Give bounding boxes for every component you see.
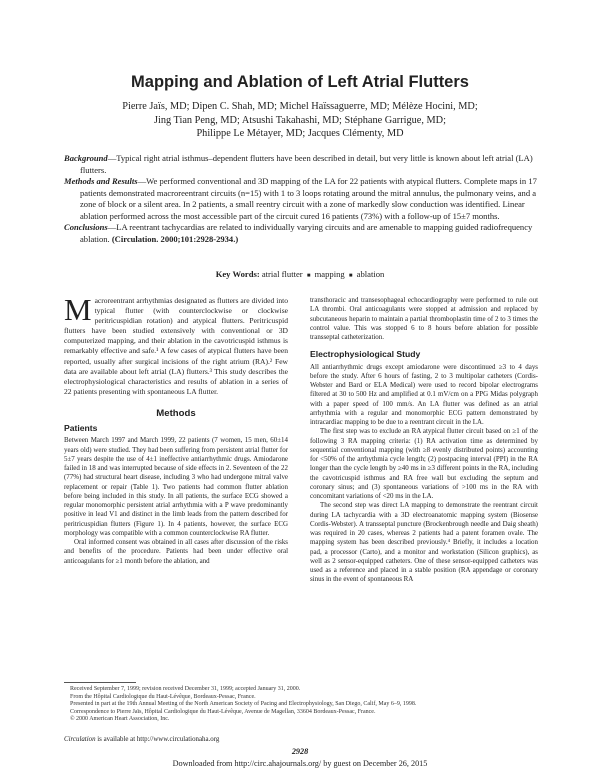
keywords	[0, 269, 600, 279]
conclusions-label: Conclusions	[64, 222, 108, 233]
introduction	[64, 292, 288, 397]
keyword: ablation	[356, 269, 385, 279]
ep-paragraph: All antiarrhythmic drugs except amiodarone were discontinued ≥3 to 4 days before the study. After 6 hours of fasting, 2 to 3 multipolar catheters (Cordis-Webster and Bard or ELA Medical) were used to record bipolar electrograms filtered at 30 to 500 Hz and amplified at 0.1 mV/cm on a PPG Midas polygraph with a paper speed of 100 mm/s. An LA flutter was defined as an atrial arrhythmia with a regular and monomorphic ECG pattern demonstrated by intracardiac mapping to be due to a reentrant circuit in the LA.	[310, 362, 538, 426]
patients-heading: Patients	[64, 423, 98, 434]
left-column	[64, 292, 288, 566]
background-text: —Typical right atrial isthmus–dependent flutters have been described in detail, but very little is known about left atrial (LA) flutters.	[80, 153, 533, 175]
author-line: Pierre Jaïs, MD; Dipen C. Shah, MD; Michel Haïssaguerre, MD; Mélèze Hocini, MD;	[122, 101, 478, 112]
drop-cap: M	[64, 292, 92, 327]
footnote-divider	[64, 682, 136, 683]
download-notice[interactable]: Downloaded from http://circ.ahajournals.org/ by guest on December 26, 2015	[172, 759, 428, 768]
author-list	[70, 100, 530, 141]
ep-study-heading: Electrophysiological Study	[310, 349, 421, 360]
abstract-background	[64, 153, 544, 176]
intro-text: acroreentrant arrhythmias designated as flutters are divided into typical flutter (with counterclockwise or clockwise peritricuspidian rotation) and atypical flutters. Peritricuspid flutters have been studied extensively with conventional or 3D computerized mapping, and their ablation in the cavotricuspid isthmus is remarkably effective and safe.¹ A few cases of atypical flutters have been reported, usually after surgical incisions of the right atrium (RA).² Few data are available about left atrial (LA) flutters.³ This study describes the electrophysiological characteristics and results of ablation in a series of 22 patients presenting with spontaneous LA flutter.	[64, 296, 288, 396]
page-number: 2928	[291, 747, 309, 756]
author-line: Philippe Le Métayer, MD; Jacques Clémenty, MD	[196, 128, 404, 140]
conclusions-text: —LA reentrant tachycardias are related to individually varying circuits and are amenable to mapping guided radiofrequency ablation.	[80, 222, 533, 244]
footnote: Correspondence to Pierre Jaïs, Hôpital Cardiologique du Haut-Lévêque, Avenue de Magellan, 33604 Bordeaux-Pessac, France.	[70, 708, 376, 715]
footnote: From the Hôpital Cardiologique du Haut-Lévêque, Bordeaux-Pessac, France.	[70, 693, 256, 700]
keyword: mapping	[314, 269, 345, 279]
methods-label: Methods and Results	[64, 176, 138, 187]
methods-text: —We performed conventional and 3D mapping of the LA for 22 patients with atypical flutters. Complete maps in 17 patients demonstrated macroreentrant circuits (n=15) with 1 to 3 loops rotating around the mitral annulus, the pulmonary veins, and a zone of block or a silent area. In 2 patients, a small reentry circuit with a zone of markedly slow conduction was identified. Linear ablation performed across the most accessible part of the circuit cured 16 patients (73%) with a follow-up of 15±7 months.	[80, 176, 537, 221]
abstract-methods	[64, 176, 544, 222]
ep-paragraph: The second step was direct LA mapping to demonstrate the reentrant circuit during LA tachycardia with a 3D electroanatomic mapping system (Biosense Cordis-Webster). A transseptal puncture (Brockenbrough needle and Daig sheath) was required in 20 cases, whereas 2 patients had a patent foramen ovale. The mapping system has been described previously.⁴ Briefly, it includes a location pad, a processor (Carto), and a monitor and workstation (Silicon graphics), as well as 2 sensor-equipped catheters. One of these sensor-equipped catheters was used as a reference and placed in a stable position (RA appendage or coronary sinus in the event of spontaneous RA	[310, 501, 538, 584]
footnote: Presented in part at the 19th Annual Meeting of the North American Society of Pacing and Electrophysiology, San Diego, Calif, May 6–9, 1998.	[70, 701, 417, 708]
ep-paragraph: The first step was to exclude an RA atypical flutter circuit based on ≥1 of the following 3 RA mapping criteria: (1) RA activation time as determined by sequential conventional mapping (with ≥8 evenly distributed points) accounting for <50% of the arrhythmia cycle length; (2) postpacing interval (PPI) in the RA longer than the cycle length by ≥40 ms in ≥3 different points in the RA, including the cavotricuspid isthmus and RA free wall but excluding the septum and coronary sinus; and (3) spontaneous variations of >100 ms in the RA with concomitant variations of <20 ms in the LA.	[310, 427, 538, 500]
keyword: atrial flutter	[261, 269, 303, 279]
footnote: Received September 7, 1999; revision received December 31, 1999; accepted January 31, 2000.	[70, 686, 301, 692]
patients-paragraph: Between March 1997 and March 1999, 22 patients (7 women, 15 men, 60±14 years old) were studied. They had been suffering from persistent atrial flutter for 5±7 years despite the use of 4±1 ineffective antiarrhythmic drugs. Amiodarone failed in 18 and was interrupted because of side effects in 2. Seventeen of the 22 (77%) had structural heart disease, including 3 who had undergone mitral valve replacement or repair (Table 1). Two patients had common flutter ablation before being included in this study. In all patients, the surface ECG showed a regular monomorphic persistent atrial arrhythmia with a P wave predominantly positive in lead V1 and distinct in the limb leads from the pattern described for peritricuspidian flutters (Figure 1). In 4 patients, however, the surface ECG morphology was compatible with a common counterclockwise RA flutter.	[64, 436, 288, 537]
continued-paragraph: transthoracic and transesophageal echocardiography were performed to rule out LA thrombi. Oral anticoagulants were stopped at admission and replaced by subcutaneous heparin to maintain a partial thromboplastin time of 2 to 3 times the control value. This was stopped 6 to 8 hours before ablation for possible transseptal catheterization.	[310, 296, 538, 341]
article-title: Mapping and Ablation of Left Atrial Flutters	[131, 73, 469, 91]
background-label: Background	[64, 153, 108, 163]
methods-heading: Methods	[156, 407, 196, 419]
keywords-label: Key Words:	[215, 269, 260, 279]
keyword-separator: ■	[306, 273, 311, 279]
author-line: Jing Tian Peng, MD; Atsushi Takahashi, MD; Stéphane Garrigue, MD;	[154, 114, 446, 126]
footnotes	[64, 686, 544, 724]
journal-name: Circulation	[64, 736, 96, 743]
abstract-conclusions	[64, 222, 544, 245]
citation: (Circulation. 2000;101:2928-2934.)	[111, 233, 239, 244]
footnote: © 2000 American Heart Association, Inc.	[70, 716, 170, 723]
patients-paragraph: Oral informed consent was obtained in all cases after discussion of the risks and benefits of the procedure. Patients had been under effective oral anticoagulants for ≥1 month before the ablation, and	[64, 538, 288, 565]
right-column	[310, 296, 538, 585]
keyword-separator: ■	[348, 273, 353, 279]
abstract	[64, 153, 544, 245]
journal-url-text[interactable]: is available at http://www.circulationaha.org	[95, 736, 220, 743]
journal-availability	[64, 736, 219, 743]
